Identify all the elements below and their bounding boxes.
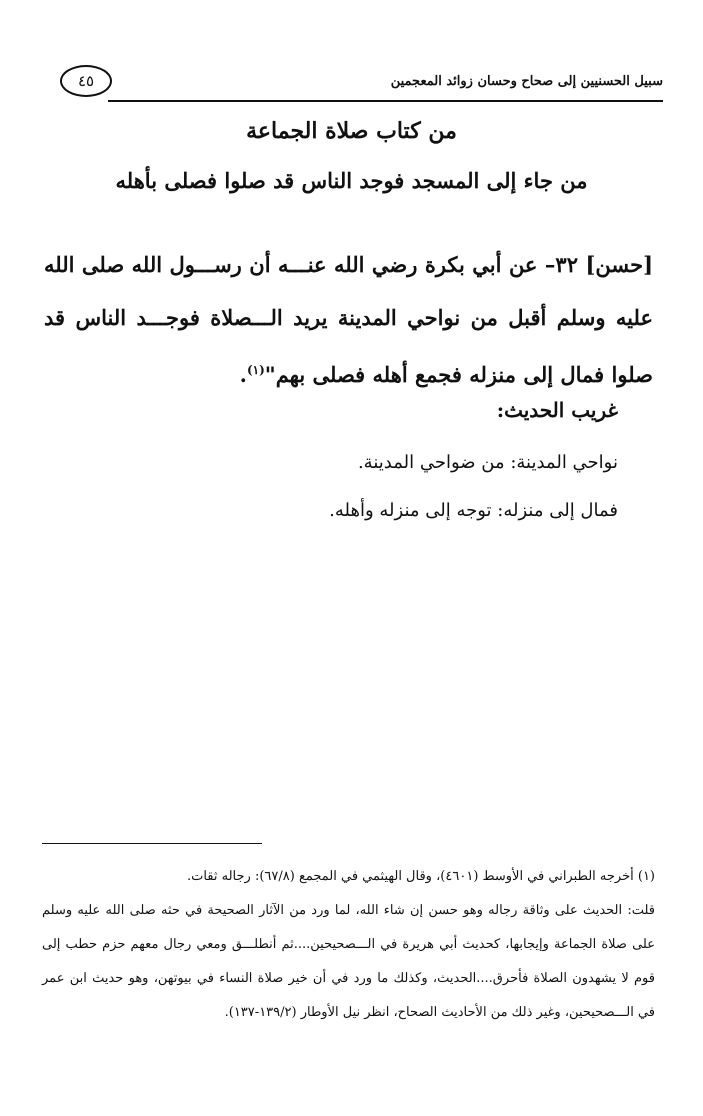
hadith-paragraph (44, 238, 653, 401)
footnote-comment: قلت: الحديث على وثاقة رجاله وهو حسن إن شاء الله، لما ورد من الآثار الصحيحة في حثه صلى الله عليه وسلم على صلاة الجماعة وإيجابها، كحديث أبي هريرة في الـــصحيحين....ثم أنطلـــق ومعي رجال معهم حزم حطب إلى قوم لا يشهدون الصلاة فأحرق....الحديث، وكذلك ما ورد في أن خير صلاة النساء في بيوتهن، وهو حديث ابن عمر في الـــصحيحين، وغير ذلك من الأحاديث الصحاح، انظر نيل الأوطار (١٣٩/٢-١٣٧). (42, 903, 655, 1020)
chapter-title: من كتاب صلاة الجماعة (246, 118, 457, 144)
gloss-heading: غريب الحديث: (496, 398, 618, 422)
header-rule (108, 100, 663, 102)
footnote-1: (١) أخرجه الطبراني في الأوسط (٤٦٠١)، وقال الهيثمي في المجمع (٦٧/٨): رجاله ثقات. (186, 869, 655, 884)
gloss-item: نواحي المدينة: من ضواحي المدينة. (357, 452, 618, 473)
gloss-item: فمال إلى منزله: توجه إلى منزله وأهله. (329, 500, 618, 521)
hadith-number: ٣٢– (544, 252, 578, 277)
hadith-end: . (239, 362, 247, 387)
running-title: سبيل الحسنيين إلى صحاح وحسان زوائد المعجمين (390, 74, 663, 89)
footnotes (42, 860, 655, 1030)
footnote-separator (42, 843, 262, 844)
page-header (52, 62, 663, 106)
page-number: ٤٥ (60, 65, 112, 97)
footnote-reference: (١) (246, 363, 265, 377)
hadith-text: عن أبي بكرة رضي الله عنـــه أن رســـول الله صلى الله عليه وسلم أقبل من نواحي المدينة يريد الـــصلاة فوجـــد الناس قد صلوا فمال إلى منزله فجمع أهله فصلى بهم" (44, 252, 653, 387)
section-title: من جاء إلى المسجد فوجد الناس قد صلوا فصلى بأهله (115, 168, 588, 193)
hadith-grade: [حسن] (585, 252, 654, 277)
